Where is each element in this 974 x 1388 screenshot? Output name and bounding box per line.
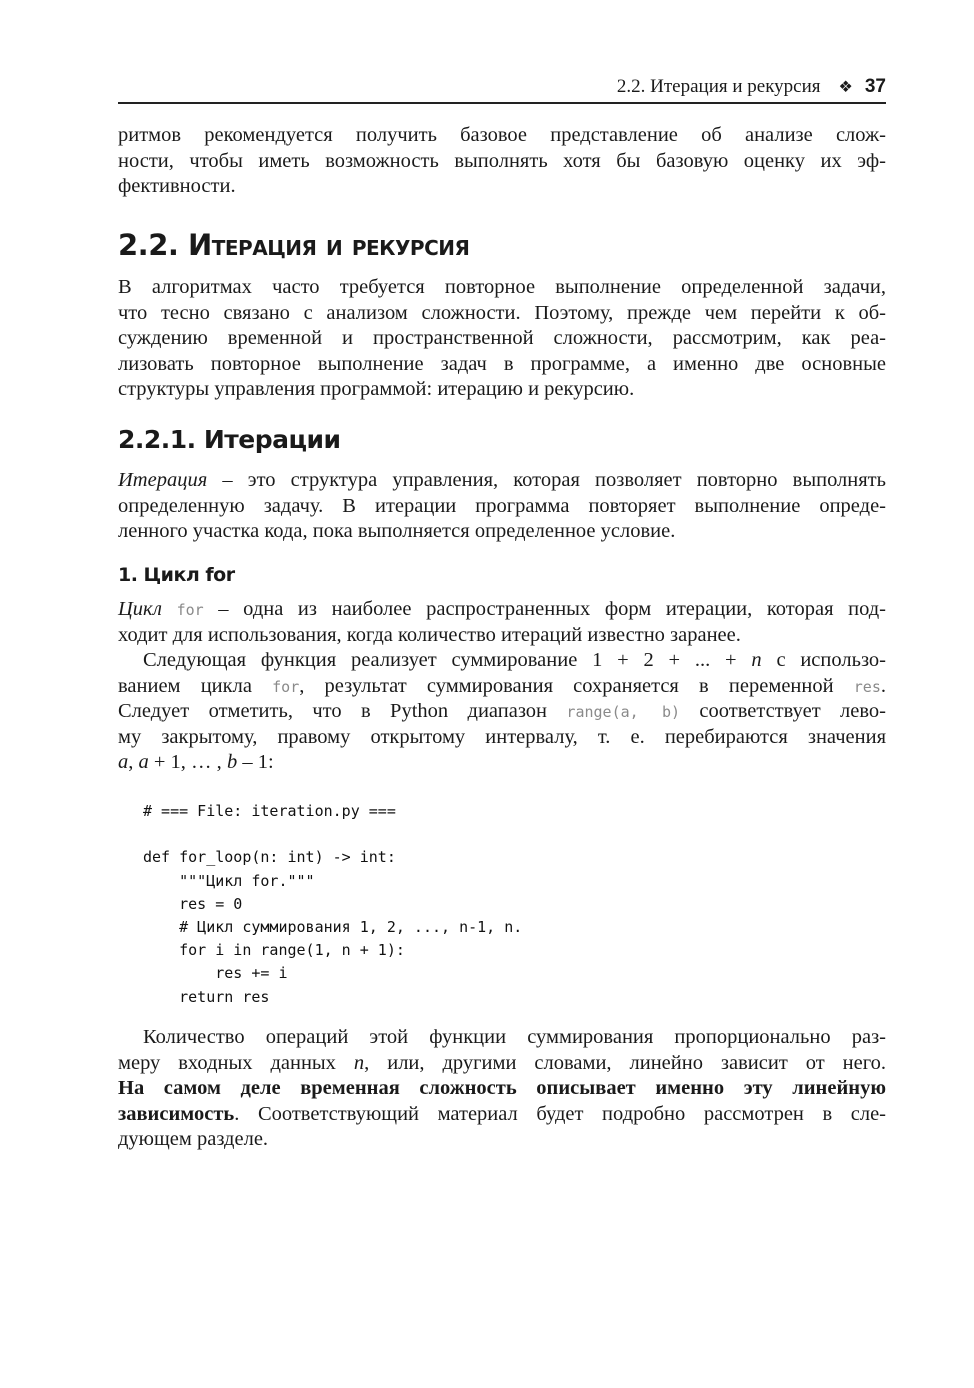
text-span: – 1:: [237, 751, 274, 774]
text-line: [118, 352, 886, 378]
code-line: return res: [143, 987, 270, 1006]
text-line: [118, 275, 886, 301]
code-line: """Цикл for.""": [143, 871, 315, 890]
italic-text: n: [751, 649, 762, 671]
text-line: [118, 1025, 886, 1051]
text-line: [118, 648, 886, 674]
bold-text: зависимость: [118, 1102, 235, 1125]
p-intro-cont: [118, 123, 886, 200]
text-span: соответствует лево-: [680, 700, 886, 723]
text-line: [118, 1102, 886, 1128]
text-span: – это структура управления, которая позволяет повторно выполнять: [207, 469, 886, 491]
text-span: Следующая функция реализует суммирование 1 + 2 + ... +: [143, 649, 752, 671]
text-span: му закрытому, правому открытому интервалу, т. е. перебираются значения: [118, 725, 886, 748]
p-iteration-def: [118, 468, 886, 545]
italic-text: n: [353, 1051, 365, 1074]
code-line: res += i: [143, 964, 288, 983]
p-for-def: [118, 597, 886, 648]
text-span: , результат суммирования сохраняется в переменной: [299, 674, 854, 697]
text-span: что тесно связано с анализом сложности. Поэтому, прежде чем перейти к об-: [118, 301, 886, 324]
code-line: for i in range(1, n + 1):: [143, 941, 405, 960]
text-span: структуры управления программой: итерацию и рекурсию.: [118, 378, 635, 401]
text-span: суждению временной и пространственной сложности, рассмотрим, как реа-: [118, 327, 886, 350]
text-line: [118, 623, 886, 649]
text-span: – одна из наиболее распространенных форм итерации, которая под-: [203, 598, 886, 620]
italic-text: b: [226, 751, 238, 774]
text-line: [118, 519, 886, 545]
text-span: ленного участка кода, пока выполняется определенное условие.: [118, 520, 676, 543]
text-span: лизовать повторное выполнение задач в программе, а именно две основные: [118, 352, 886, 375]
text-line: [118, 699, 886, 725]
text-line: [118, 1076, 886, 1102]
text-span: , или, другими словами, линейно зависит от него.: [364, 1051, 886, 1074]
inline-code: range(a, b): [566, 703, 681, 722]
text-span: ритмов рекомендуется получить базовое представление об анализе слож-: [118, 124, 886, 146]
text-line: [118, 750, 886, 776]
ornament-icon: ❖: [838, 79, 853, 96]
italic-text: a: [138, 751, 149, 774]
text-span: ности, чтобы иметь возможность выполнять хотя бы базовую оценку их эф-: [118, 149, 886, 172]
inline-code: for: [272, 677, 300, 696]
text-line: [118, 326, 886, 352]
text-span: ,: [128, 751, 139, 774]
text-span: определенную задачу. В итерации программа повторяет выполнение опреде-: [118, 494, 886, 517]
text-line: [118, 597, 886, 623]
text-span: Количество операций этой функции суммирования пропорционально раз-: [143, 1026, 886, 1048]
code-line: def for_loop(n: int) -> int:: [143, 848, 396, 867]
text-line: [118, 377, 886, 403]
text-span: В алгоритмах часто требуется повторное выполнение определенной задачи,: [118, 276, 886, 298]
text-line: [118, 494, 886, 520]
code-line: # Цикл суммирования 1, 2, ..., n-1, n.: [143, 917, 523, 936]
code-listing: [143, 800, 522, 1009]
italic-text: Цикл: [118, 598, 162, 620]
code-line: [143, 823, 522, 846]
header-rule: [118, 102, 886, 104]
text-line: [118, 174, 886, 200]
code-line: res = 0: [143, 894, 243, 913]
for-loop-heading: 1. Цикл for: [118, 564, 235, 586]
text-span: фективности.: [118, 175, 236, 198]
text-line: [118, 468, 886, 494]
p-section-intro: [118, 275, 886, 403]
code-line: # === File: iteration.py ===: [143, 802, 396, 820]
text-span: . Соответствующий материал будет подробно рассмотрен в сле-: [234, 1102, 886, 1125]
text-span: ходит для использования, когда количество итераций известно заранее.: [118, 623, 741, 646]
text-span: + 1, … ,: [148, 751, 227, 774]
text-line: [118, 725, 886, 751]
text-span: дующем разделе.: [118, 1128, 269, 1151]
text-span: [162, 598, 177, 620]
subsection-heading: 2.2.1. Итерации: [118, 425, 341, 454]
running-title: 2.2. Итерация и рекурсия: [616, 76, 821, 97]
text-line: [118, 1127, 886, 1153]
italic-text: a: [118, 751, 129, 774]
text-line: [118, 301, 886, 327]
p-complexity: [118, 1025, 886, 1153]
p-for-example: [118, 648, 886, 776]
inline-code: res: [853, 677, 881, 696]
text-span: .: [880, 674, 886, 697]
bold-text: На самом деле временная сложность описывает именно эту линейную: [118, 1077, 886, 1100]
text-line: [118, 674, 886, 700]
running-header: [118, 76, 886, 102]
section-heading: 2.2. Итерация и рекурсия: [118, 228, 470, 262]
text-line: [118, 1051, 886, 1077]
italic-text: Итерация: [118, 469, 208, 491]
inline-code: for: [176, 601, 204, 619]
text-span: Следует отметить, что в Python диапазон: [118, 700, 567, 723]
text-line: [118, 149, 886, 175]
page-number: 37: [864, 76, 886, 97]
text-span: с использо-: [761, 649, 886, 671]
text-line: [118, 123, 886, 149]
text-span: меру входных данных: [118, 1051, 354, 1074]
text-span: ванием цикла: [118, 674, 273, 697]
